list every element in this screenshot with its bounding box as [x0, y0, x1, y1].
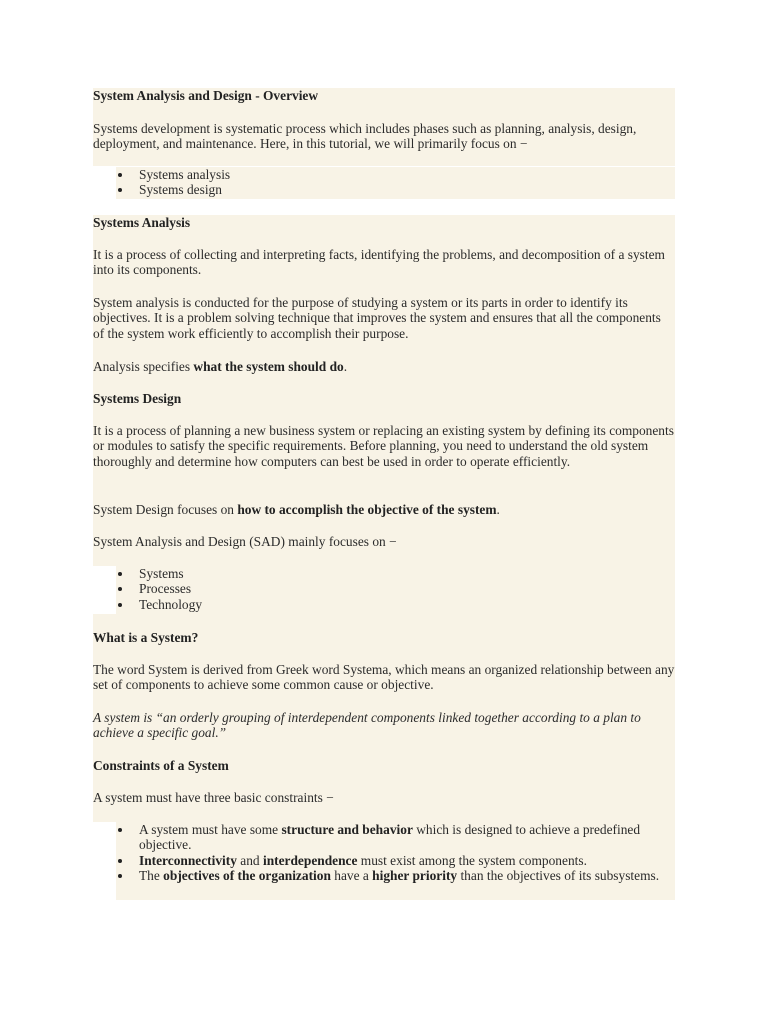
- systems-analysis-p3: [93, 359, 675, 391]
- page-title-block: [93, 88, 675, 120]
- bold-phrase: how to accomplish the objective of the system: [237, 502, 497, 517]
- list-item: Systems: [139, 566, 675, 581]
- constraints-intro: [93, 790, 675, 822]
- systems-design-heading-block: [93, 391, 675, 423]
- text-span: Analysis specifies: [93, 359, 194, 374]
- systems-design-p2: [93, 502, 675, 534]
- paragraph-text: [93, 359, 675, 374]
- text-span: and: [236, 852, 263, 868]
- paragraph-text: It is a process of planning a new business system or replacing an existing system by defining its components or modules to satisfy the specific requirements. Before planning, you need to understand the old system thoroughly and determine how computers can best be used in order to operate efficiently.: [93, 423, 674, 469]
- paragraph-text: A system must have three basic constraints −: [93, 790, 334, 805]
- text-span: have a: [330, 868, 373, 884]
- list-item: Processes: [139, 581, 675, 596]
- text-span: System Design focuses on: [93, 502, 238, 517]
- list-item: [139, 822, 675, 853]
- constraints-heading-block: [93, 758, 675, 790]
- list-item: [139, 868, 675, 883]
- paragraph-text: [93, 502, 675, 517]
- bold-phrase: objectives of the organization: [163, 868, 331, 884]
- paragraph-text: System Analysis and Design (SAD) mainly focuses on −: [93, 534, 397, 549]
- bold-phrase: what the system should do: [193, 359, 344, 374]
- text-span: A system must have some: [139, 822, 282, 837]
- sad-list: [116, 566, 675, 614]
- text-span: must exist among the system components.: [357, 852, 587, 868]
- systems-analysis-heading-block: [93, 215, 675, 247]
- what-is-system-heading: What is a System?: [93, 630, 199, 645]
- systems-analysis-p2: [93, 295, 675, 359]
- bold-phrase: interdependence: [262, 852, 358, 868]
- text-span: .: [343, 359, 348, 374]
- bold-phrase: structure and behavior: [281, 822, 413, 837]
- bold-phrase: higher priority: [372, 868, 458, 884]
- text-span: which is designed to achieve a predefined objective.: [139, 822, 641, 853]
- sad-focus-paragraph: [93, 534, 675, 566]
- constraints-heading: Constraints of a System: [93, 758, 229, 773]
- focus-list: [116, 167, 675, 199]
- intro-text: Systems development is systematic process which includes phases such as planning, analysis, design, deployment, and maintenance. Here, in this tutorial, we will primarily focus on −: [93, 121, 637, 152]
- bold-phrase: Interconnectivity: [139, 852, 237, 868]
- systems-analysis-heading: Systems Analysis: [93, 215, 191, 230]
- text-span: .: [496, 502, 500, 517]
- list-item: Systems design: [139, 182, 675, 197]
- list-item: Systems analysis: [139, 167, 675, 182]
- paragraph-text: System analysis is conducted for the purpose of studying a system or its parts in order to identify its objectives. It is a problem solving technique that improves the system and ensures that all the components of the system work efficiently to accomplish their purpose.: [93, 295, 661, 341]
- constraints-list: [116, 822, 675, 900]
- systems-design-p1: [93, 423, 675, 502]
- intro-paragraph: [93, 120, 675, 166]
- systems-design-heading: Systems Design: [93, 391, 182, 406]
- text-span: than the objectives of its subsystems.: [457, 868, 660, 884]
- text-span: The: [139, 868, 164, 884]
- what-is-system-p1: [93, 662, 675, 710]
- quote-text: A system is “an orderly grouping of interdependent components linked together according to a plan to achieve a specific goal.”: [93, 710, 641, 741]
- systems-analysis-p1: [93, 247, 675, 295]
- paragraph-text: It is a process of collecting and interpreting facts, identifying the problems, and decomposition of a system into its components.: [93, 247, 665, 278]
- list-item: Technology: [139, 597, 675, 612]
- what-is-system-heading-block: [93, 614, 675, 662]
- paragraph-text: The word System is derived from Greek word Systema, which means an organized relationship between any set of components to achieve some common cause or objective.: [93, 662, 675, 693]
- list-item: [139, 853, 675, 868]
- system-definition-quote: [93, 710, 675, 758]
- page-title: System Analysis and Design - Overview: [93, 88, 319, 103]
